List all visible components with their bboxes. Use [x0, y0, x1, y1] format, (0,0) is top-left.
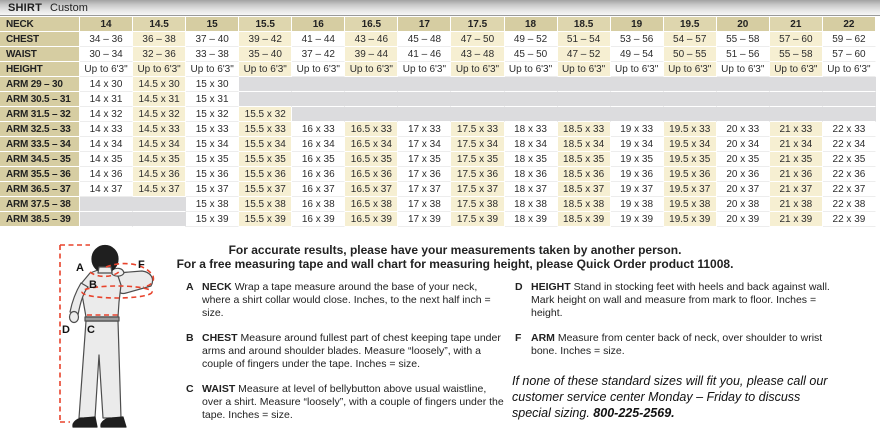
size-cell: 19 x 34 — [611, 137, 664, 152]
table-row — [0, 107, 876, 122]
size-cell: 20 x 35 — [717, 152, 770, 167]
size-cell: 14.5 x 36 — [133, 167, 186, 182]
size-cell: 22 x 37 — [823, 182, 876, 197]
size-cell: 16.5 x 34 — [345, 137, 398, 152]
size-cell: Up to 6'3" — [558, 62, 611, 77]
table-row — [0, 32, 876, 47]
size-cell: 14 x 33 — [80, 122, 133, 137]
size-cell: 18.5 x 33 — [558, 122, 611, 137]
size-cell: 17.5 x 36 — [451, 167, 504, 182]
size-cell: 17 x 36 — [398, 167, 451, 182]
size-cell: 15.5 x 34 — [239, 137, 292, 152]
row-label: ARM 35.5 – 36 — [0, 167, 80, 182]
neck-size-header: 19 — [611, 17, 664, 32]
size-cell: 54 – 57 — [664, 32, 717, 47]
neck-size-header: 22 — [823, 17, 876, 32]
empty-cell — [611, 77, 664, 92]
empty-cell — [398, 92, 451, 107]
row-label: ARM 30.5 – 31 — [0, 92, 80, 107]
size-cell: 22 x 33 — [823, 122, 876, 137]
empty-cell — [505, 77, 558, 92]
row-label: ARM 37.5 – 38 — [0, 197, 80, 212]
empty-cell — [133, 212, 186, 227]
instruction-term: WAIST — [202, 383, 236, 395]
size-cell: 19.5 x 38 — [664, 197, 717, 212]
size-cell: 21 x 36 — [770, 167, 823, 182]
table-row — [0, 47, 876, 62]
table-row — [0, 77, 876, 92]
size-table — [0, 17, 876, 227]
row-label: ARM 31.5 – 32 — [0, 107, 80, 122]
neck-size-header: 17.5 — [451, 17, 504, 32]
size-cell: 21 x 34 — [770, 137, 823, 152]
size-cell: 14.5 x 32 — [133, 107, 186, 122]
empty-cell — [451, 77, 504, 92]
size-cell: 20 x 38 — [717, 197, 770, 212]
empty-cell — [558, 77, 611, 92]
size-cell: 59 – 62 — [823, 32, 876, 47]
size-cell: 15.5 x 37 — [239, 182, 292, 197]
size-cell: 18.5 x 34 — [558, 137, 611, 152]
table-row — [0, 167, 876, 182]
size-cell: 14.5 x 37 — [133, 182, 186, 197]
size-cell: 36 – 38 — [133, 32, 186, 47]
size-cell: 15.5 x 38 — [239, 197, 292, 212]
size-cell: 15 x 32 — [186, 107, 239, 122]
size-cell: Up to 6'3" — [133, 62, 186, 77]
table-row — [0, 122, 876, 137]
size-cell: 34 – 36 — [80, 32, 133, 47]
size-cell: 21 x 33 — [770, 122, 823, 137]
instruction-height — [515, 281, 835, 320]
size-cell: 17 x 34 — [398, 137, 451, 152]
instruction-letter: D — [515, 281, 523, 293]
size-cell: 15 x 39 — [186, 212, 239, 227]
size-cell: 18.5 x 39 — [558, 212, 611, 227]
belt — [85, 317, 119, 321]
size-cell: Up to 6'3" — [770, 62, 823, 77]
size-cell: 17 x 39 — [398, 212, 451, 227]
note-text: If none of these standard sizes will fit you, please call our customer service center Monday – Friday to discuss special sizing. — [512, 374, 828, 420]
size-cell: 39 – 44 — [345, 47, 398, 62]
row-label: WAIST — [0, 47, 80, 62]
size-cell: 41 – 46 — [398, 47, 451, 62]
size-cell: 17 x 35 — [398, 152, 451, 167]
empty-cell — [717, 107, 770, 122]
table-row — [0, 137, 876, 152]
size-cell: 43 – 46 — [345, 32, 398, 47]
size-cell: 15.5 x 35 — [239, 152, 292, 167]
empty-cell — [770, 107, 823, 122]
size-cell: 15 x 30 — [186, 77, 239, 92]
size-cell: 20 x 36 — [717, 167, 770, 182]
size-cell: 19 x 35 — [611, 152, 664, 167]
size-cell: 45 – 50 — [505, 47, 558, 62]
size-cell: 49 – 54 — [611, 47, 664, 62]
instruction-letter: F — [515, 332, 522, 344]
size-cell: 15 x 33 — [186, 122, 239, 137]
empty-cell — [664, 77, 717, 92]
size-cell: Up to 6'3" — [451, 62, 504, 77]
empty-cell — [80, 212, 133, 227]
left-shoe — [73, 417, 97, 427]
size-cell: 51 – 54 — [558, 32, 611, 47]
size-cell: 20 x 37 — [717, 182, 770, 197]
size-cell: 51 – 56 — [717, 47, 770, 62]
size-cell: 21 x 35 — [770, 152, 823, 167]
instruction-term: CHEST — [202, 332, 238, 344]
instruction-text: Wrap a tape measure around the base of your neck, where a shirt collar would close. Inches, to the next half inch = size. — [202, 281, 491, 319]
size-cell: 35 – 40 — [239, 47, 292, 62]
figure-label-a: A — [76, 262, 84, 274]
size-cell: 17 x 38 — [398, 197, 451, 212]
size-cell: 19 x 33 — [611, 122, 664, 137]
empty-cell — [823, 107, 876, 122]
size-cell: Up to 6'3" — [611, 62, 664, 77]
torso — [80, 270, 121, 317]
size-cell: 17.5 x 38 — [451, 197, 504, 212]
size-cell: 19 x 39 — [611, 212, 664, 227]
size-cell: 18 x 39 — [505, 212, 558, 227]
product-variant: Custom — [50, 1, 88, 14]
size-cell: 37 – 40 — [186, 32, 239, 47]
neck-size-header: 15.5 — [239, 17, 292, 32]
size-cell: 16 x 35 — [292, 152, 345, 167]
size-cell: 22 x 34 — [823, 137, 876, 152]
empty-cell — [345, 77, 398, 92]
instruction-letter: B — [186, 332, 194, 344]
empty-cell — [239, 92, 292, 107]
phone-number: 800-225-2569. — [593, 406, 675, 420]
size-cell: 14 x 34 — [80, 137, 133, 152]
instruction-text: Stand in stocking feet with heels and back against wall. Mark height on wall and measure from mark to floor. Inches = height. — [531, 281, 830, 319]
size-cell: 15.5 x 32 — [239, 107, 292, 122]
size-cell: 17.5 x 33 — [451, 122, 504, 137]
size-cell: 19.5 x 37 — [664, 182, 717, 197]
size-cell: 47 – 52 — [558, 47, 611, 62]
size-cell: 15.5 x 33 — [239, 122, 292, 137]
table-row — [0, 62, 876, 77]
empty-cell — [558, 107, 611, 122]
row-label: ARM 32.5 – 33 — [0, 122, 80, 137]
figure-label-b: B — [89, 279, 97, 291]
size-cell: 16 x 33 — [292, 122, 345, 137]
size-cell: 15 x 31 — [186, 92, 239, 107]
size-cell: 17.5 x 37 — [451, 182, 504, 197]
size-cell: 43 – 48 — [451, 47, 504, 62]
instruction-letter: C — [186, 383, 194, 395]
size-cell: Up to 6'3" — [239, 62, 292, 77]
size-cell: 19.5 x 34 — [664, 137, 717, 152]
row-label: CHEST — [0, 32, 80, 47]
size-cell: 15 x 36 — [186, 167, 239, 182]
size-cell: 19.5 x 35 — [664, 152, 717, 167]
size-cell: Up to 6'3" — [823, 62, 876, 77]
figure-label-c: C — [87, 324, 95, 336]
size-cell: 18.5 x 36 — [558, 167, 611, 182]
neck-size-header: 21 — [770, 17, 823, 32]
size-cell: 18.5 x 37 — [558, 182, 611, 197]
size-cell: 18.5 x 35 — [558, 152, 611, 167]
neck-size-header: 16.5 — [345, 17, 398, 32]
size-cell: 16.5 x 33 — [345, 122, 398, 137]
size-cell: 19 x 38 — [611, 197, 664, 212]
instruction-text: Measure around fullest part of chest keeping tape under arms and around shoulder blades. Measure “loosely”, with a couple of fingers under the tape. Inches = size. — [202, 332, 501, 370]
empty-cell — [611, 92, 664, 107]
size-cell: 14 x 35 — [80, 152, 133, 167]
neck-size-header: 17 — [398, 17, 451, 32]
table-row — [0, 92, 876, 107]
size-cell: 20 x 39 — [717, 212, 770, 227]
instruction-letter: A — [186, 281, 194, 293]
neck-size-header: 20 — [717, 17, 770, 32]
empty-cell — [398, 77, 451, 92]
size-cell: 18 x 37 — [505, 182, 558, 197]
section-title-bar — [0, 0, 880, 16]
instruction-waist — [186, 383, 508, 422]
size-cell: 14 x 30 — [80, 77, 133, 92]
table-row — [0, 152, 876, 167]
instructions-left-column — [186, 281, 508, 434]
size-cell: 14.5 x 34 — [133, 137, 186, 152]
empty-cell — [345, 107, 398, 122]
row-label: ARM 33.5 – 34 — [0, 137, 80, 152]
size-cell: 19.5 x 33 — [664, 122, 717, 137]
row-label: ARM 29 – 30 — [0, 77, 80, 92]
size-cell: 17 x 33 — [398, 122, 451, 137]
empty-cell — [505, 107, 558, 122]
size-cell: 16 x 37 — [292, 182, 345, 197]
measurement-figure — [2, 240, 174, 445]
instruction-term: NECK — [202, 281, 232, 293]
size-cell: 19 x 36 — [611, 167, 664, 182]
size-cell: 20 x 33 — [717, 122, 770, 137]
neck-size-header: 14 — [80, 17, 133, 32]
size-cell: 14 x 31 — [80, 92, 133, 107]
size-cell: 57 – 60 — [823, 47, 876, 62]
size-cell: 16 x 36 — [292, 167, 345, 182]
size-cell: 15.5 x 36 — [239, 167, 292, 182]
size-cell: 16.5 x 36 — [345, 167, 398, 182]
legs — [79, 321, 121, 418]
neck-size-header: 15 — [186, 17, 239, 32]
size-cell: 16.5 x 38 — [345, 197, 398, 212]
empty-cell — [239, 77, 292, 92]
size-cell: 17.5 x 35 — [451, 152, 504, 167]
size-cell: 16 x 39 — [292, 212, 345, 227]
size-cell: 18 x 38 — [505, 197, 558, 212]
empty-cell — [558, 92, 611, 107]
size-cell: 18 x 34 — [505, 137, 558, 152]
instruction-chest — [186, 332, 508, 371]
neck-size-header: 19.5 — [664, 17, 717, 32]
size-cell: Up to 6'3" — [664, 62, 717, 77]
row-label: ARM 38.5 – 39 — [0, 212, 80, 227]
size-cell: 14.5 x 30 — [133, 77, 186, 92]
empty-cell — [398, 107, 451, 122]
size-cell: 45 – 48 — [398, 32, 451, 47]
special-sizing-note — [512, 373, 830, 421]
empty-cell — [717, 92, 770, 107]
size-cell: 14 x 36 — [80, 167, 133, 182]
table-row — [0, 182, 876, 197]
empty-cell — [664, 92, 717, 107]
size-cell: 21 x 37 — [770, 182, 823, 197]
intro-line-2: For a free measuring tape and wall chart for measuring height, please Quick Order product 11008. — [176, 257, 734, 271]
size-cell: 15.5 x 39 — [239, 212, 292, 227]
instruction-arm — [515, 332, 835, 358]
size-cell: Up to 6'3" — [717, 62, 770, 77]
size-cell: 16 x 38 — [292, 197, 345, 212]
empty-cell — [451, 92, 504, 107]
row-label: ARM 36.5 – 37 — [0, 182, 80, 197]
size-cell: 16.5 x 35 — [345, 152, 398, 167]
neck — [98, 267, 112, 273]
size-cell: Up to 6'3" — [186, 62, 239, 77]
size-cell: 14 x 32 — [80, 107, 133, 122]
empty-cell — [770, 77, 823, 92]
size-cell: 16.5 x 39 — [345, 212, 398, 227]
size-cell: 55 – 58 — [717, 32, 770, 47]
size-cell: 49 – 52 — [505, 32, 558, 47]
size-cell: 16 x 34 — [292, 137, 345, 152]
table-row — [0, 197, 876, 212]
size-cell: 22 x 36 — [823, 167, 876, 182]
size-cell: 22 x 39 — [823, 212, 876, 227]
measuring-intro — [175, 243, 735, 271]
size-cell: 37 – 42 — [292, 47, 345, 62]
instruction-neck — [186, 281, 508, 320]
row-label: HEIGHT — [0, 62, 80, 77]
instruction-text: Measure from center back of neck, over shoulder to wrist bone. Inches = size. — [531, 332, 823, 357]
size-cell: 19.5 x 39 — [664, 212, 717, 227]
size-cell: Up to 6'3" — [80, 62, 133, 77]
size-cell: 16.5 x 37 — [345, 182, 398, 197]
size-cell: 50 – 55 — [664, 47, 717, 62]
row-label: ARM 34.5 – 35 — [0, 152, 80, 167]
size-cell: 22 x 35 — [823, 152, 876, 167]
empty-cell — [823, 92, 876, 107]
instruction-term: ARM — [531, 332, 555, 344]
size-cell: 18 x 35 — [505, 152, 558, 167]
corner-header: NECK — [0, 17, 80, 32]
neck-size-header: 18.5 — [558, 17, 611, 32]
size-cell: 15 x 38 — [186, 197, 239, 212]
empty-cell — [451, 107, 504, 122]
empty-cell — [345, 92, 398, 107]
table-row — [0, 212, 876, 227]
empty-cell — [664, 107, 717, 122]
empty-cell — [292, 92, 345, 107]
empty-cell — [292, 77, 345, 92]
size-cell: 18.5 x 38 — [558, 197, 611, 212]
empty-cell — [611, 107, 664, 122]
empty-cell — [133, 197, 186, 212]
size-cell: Up to 6'3" — [292, 62, 345, 77]
size-cell: 32 – 36 — [133, 47, 186, 62]
size-cell: Up to 6'3" — [398, 62, 451, 77]
size-cell: 17.5 x 34 — [451, 137, 504, 152]
size-cell: 14.5 x 33 — [133, 122, 186, 137]
neck-size-header: 18 — [505, 17, 558, 32]
size-cell: 55 – 58 — [770, 47, 823, 62]
size-cell: 15 x 37 — [186, 182, 239, 197]
size-cell: 18 x 33 — [505, 122, 558, 137]
size-cell: 30 – 34 — [80, 47, 133, 62]
size-cell: 20 x 34 — [717, 137, 770, 152]
size-cell: 57 – 60 — [770, 32, 823, 47]
header-row — [0, 17, 876, 32]
size-cell: 14.5 x 35 — [133, 152, 186, 167]
size-cell: 19.5 x 36 — [664, 167, 717, 182]
size-cell: 41 – 44 — [292, 32, 345, 47]
size-cell: 21 x 39 — [770, 212, 823, 227]
size-cell: 15 x 35 — [186, 152, 239, 167]
figure-label-f: F — [138, 259, 145, 271]
size-cell: 17.5 x 39 — [451, 212, 504, 227]
empty-cell — [823, 77, 876, 92]
figure-label-d: D — [62, 324, 70, 336]
size-cell: Up to 6'3" — [505, 62, 558, 77]
size-cell: 21 x 38 — [770, 197, 823, 212]
neck-size-header: 16 — [292, 17, 345, 32]
size-cell: 33 – 38 — [186, 47, 239, 62]
size-cell: 15 x 34 — [186, 137, 239, 152]
size-cell: 22 x 38 — [823, 197, 876, 212]
size-cell: Up to 6'3" — [345, 62, 398, 77]
empty-cell — [770, 92, 823, 107]
empty-cell — [717, 77, 770, 92]
intro-line-1: For accurate results, please have your measurements taken by another person. — [228, 243, 682, 257]
size-cell: 39 – 42 — [239, 32, 292, 47]
size-cell: 14.5 x 31 — [133, 92, 186, 107]
instruction-text: Measure at level of bellybutton above usual waistline, over a shirt. Measure “loosely”, with a couple of fingers under the tape. Inches = size. — [202, 383, 504, 421]
size-cell: 17 x 37 — [398, 182, 451, 197]
size-cell: 18 x 36 — [505, 167, 558, 182]
instructions-right-column — [512, 281, 835, 421]
neck-size-header: 14.5 — [133, 17, 186, 32]
size-cell: 53 – 56 — [611, 32, 664, 47]
empty-cell — [80, 197, 133, 212]
product-name: SHIRT — [8, 1, 42, 14]
size-cell: 19 x 37 — [611, 182, 664, 197]
size-cell: 47 – 50 — [451, 32, 504, 47]
empty-cell — [292, 107, 345, 122]
size-cell: 14 x 37 — [80, 182, 133, 197]
empty-cell — [505, 92, 558, 107]
left-hand — [70, 312, 79, 323]
instruction-term: HEIGHT — [531, 281, 571, 293]
